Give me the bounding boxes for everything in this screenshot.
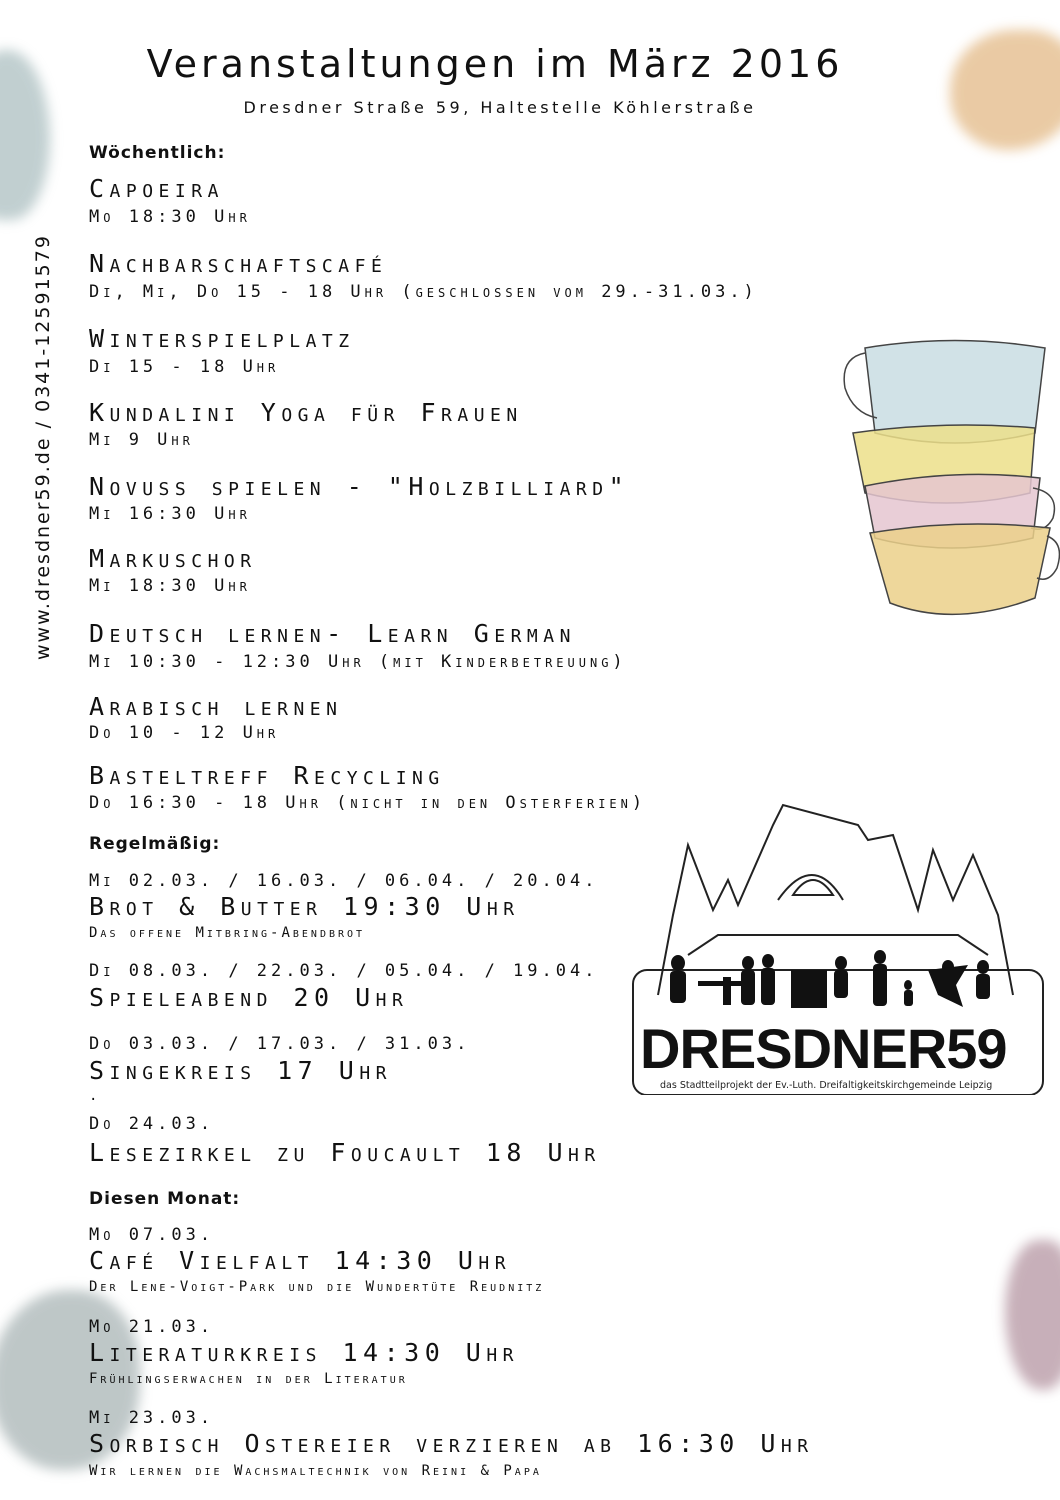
section-weekly-heading: Wöchentlich: [89,143,226,163]
weekly-event-title: Kundalini Yoga für Frauen [89,398,523,427]
regular-event-dates: Do 24.03. [89,1114,215,1134]
regular-event-dates: Di 08.03. / 22.03. / 05.04. / 19.04. [89,961,599,981]
teacups-illustration [835,328,1060,633]
monthly-event-title: Literaturkreis 14:30 Uhr [89,1338,520,1367]
weekly-event-time: Mi 10:30 - 12:30 Uhr (mit Kinderbetreuung) [89,652,627,672]
watercolor-blob-bottom-right [1005,1240,1060,1390]
monthly-event-desc: Der Lene-Voigt-Park und die Wundertüte Reudnitz [89,1279,545,1295]
page-subtitle: Dresdner Straße 59, Haltestelle Köhlerstraße [243,98,757,117]
contact-text[interactable]: www.dresdner59.de / 0341-12591579 [32,234,54,660]
regular-event-dates: Do 03.03. / 17.03. / 31.03. [89,1034,471,1054]
section-regular-heading: Regelmäßig: [89,834,221,854]
monthly-event-title: Café Vielfalt 14:30 Uhr [89,1246,512,1275]
monthly-event-title: Sorbisch Ostereier verzieren ab 16:30 Uhr [89,1429,814,1458]
weekly-event-title: Markuschor [89,544,257,573]
weekly-event-time: Mi 9 Uhr [89,430,194,450]
weekly-event-title: Novuss spielen - "Holzbilliard" [89,472,630,501]
section-monthly-heading: Diesen Monat: [89,1189,241,1209]
weekly-event-title: Nachbarschaftscafé [89,249,388,278]
weekly-event-title: Basteltreff Recycling [89,761,445,790]
weekly-event-title: Arabisch lernen [89,692,343,721]
weekly-event-time: Do 16:30 - 18 Uhr (nicht in den Osterferien) [89,793,647,813]
regular-event-title: Singekreis 17 Uhr [89,1056,393,1085]
regular-event-title: Spieleabend 20 Uhr [89,983,409,1012]
page-title: Veranstaltungen im März 2016 [146,42,844,86]
monthly-event-dates: Mi 23.03. [89,1408,215,1428]
logo-wordmark: DRESDNER59 [640,1017,1007,1080]
weekly-event-time: Di, Mi, Do 15 - 18 Uhr (geschlossen vom 29.-31.03.) [89,282,758,302]
monthly-event-dates: Mo 21.03. [89,1317,215,1337]
weekly-event-time: Do 10 - 12 Uhr [89,723,280,743]
regular-event-dot: . [89,1088,101,1104]
monthly-event-desc: Frühlingserwachen in der Literatur [89,1371,408,1387]
regular-event-dates: Mi 02.03. / 16.03. / 06.04. / 20.04. [89,871,599,891]
weekly-event-time: Di 15 - 18 Uhr [89,357,280,377]
monthly-event-dates: Mo 07.03. [89,1225,215,1245]
weekly-event-time: Mi 16:30 Uhr [89,504,251,524]
monthly-event-desc: Wir lernen die Wachsmaltechnik von Reini & Papa [89,1463,542,1479]
regular-event-title: Lesezirkel zu Foucault 18 Uhr [89,1138,601,1167]
regular-event-title: Brot & Butter 19:30 Uhr [89,892,520,921]
weekly-event-title: Capoeira [89,174,224,203]
weekly-event-time: Mi 18:30 Uhr [89,576,251,596]
logo-tagline: das Stadtteilprojekt der Ev.-Luth. Dreifaltigkeitskirchgemeinde Leipzig [660,1080,993,1091]
weekly-event-title: Deutsch lernen- Learn German [89,619,576,648]
weekly-event-title: Winterspielplatz [89,324,355,353]
weekly-event-time: Mo 18:30 Uhr [89,207,251,227]
regular-event-desc: Das offene Mitbring-Abendbrot [89,925,366,941]
